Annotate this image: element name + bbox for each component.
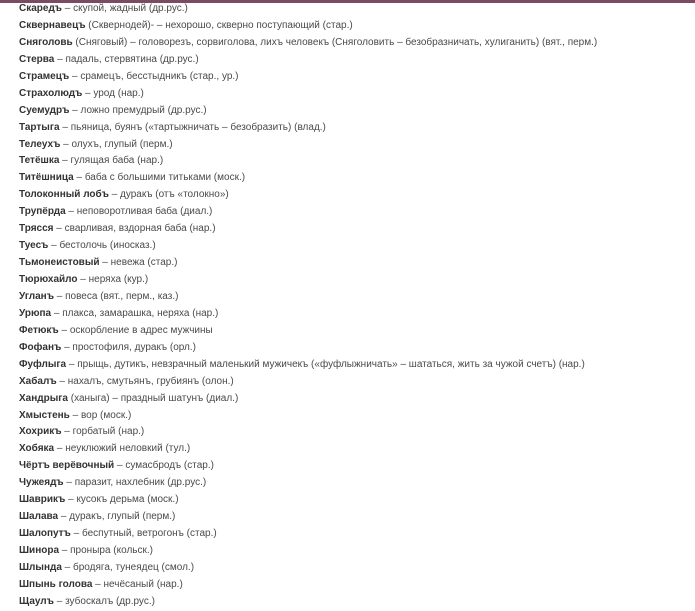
entry-term: Тьмонеистовый (19, 257, 100, 269)
entry-dash: – (114, 460, 126, 472)
glossary-entry (19, 306, 689, 323)
entry-definition: дуракъ (отъ «толокно») (119, 189, 229, 201)
entry-dash: – (70, 528, 82, 540)
glossary-entry (19, 492, 689, 509)
entry-term: Тетёшка (19, 155, 60, 167)
glossary-entry (19, 86, 689, 103)
entry-definition: бродяга, тунеядец (смол.) (73, 561, 195, 573)
entry-dash: – (69, 409, 81, 421)
entry-dash: – (59, 155, 71, 167)
entry-definition: повеса (вят., перм., каз.) (65, 290, 179, 302)
entry-term: Страхолюдъ (19, 87, 83, 99)
entry-dash: – (58, 324, 70, 336)
glossary-entry (19, 374, 689, 391)
entry-dash: – (63, 477, 75, 489)
entry-definition: сварливая, вздорная баба (нар.) (64, 223, 216, 235)
glossary-entry (19, 272, 689, 289)
glossary-entry (19, 340, 689, 357)
entry-dash: – (48, 240, 60, 252)
entry-dash: – (73, 172, 85, 184)
entry-definition: беспутный, ветрогонъ (стар.) (81, 528, 217, 540)
entry-term: Урюпа (19, 307, 52, 319)
entry-term: Трупёрда (19, 206, 66, 218)
glossary-entry (19, 323, 689, 340)
glossary-entry (19, 170, 689, 187)
entry-definition: проныра (кольск.) (70, 545, 153, 556)
entry-definition: падаль, стервятина (др.рус.) (65, 53, 199, 65)
glossary-entry (19, 153, 689, 170)
glossary-entry (19, 441, 689, 458)
glossary-entry (19, 204, 689, 221)
entry-term: Шалопутъ (19, 528, 71, 540)
entry-definition: головорезъ, сорвиголова, лихъ человекъ (Сняголовить – безобразничать, хулиганить) (вят., перм.) (138, 36, 598, 48)
glossary-entry (19, 543, 689, 560)
entry-definition: прыщь, дутикъ, невзрачный маленький мужичекъ («фуфлыжничать» – шататься, жить за чужой счетъ) (нар.) (77, 358, 585, 370)
glossary-entry (19, 52, 689, 69)
entry-term: Тюрюхайло (19, 274, 78, 285)
glossary-entry (19, 526, 689, 543)
glossary-entry (19, 458, 689, 475)
entry-dash: – (65, 206, 77, 218)
entry-term-variant: (Сняговый) (72, 36, 128, 48)
entry-dash: – (127, 36, 139, 48)
glossary-entry (19, 255, 689, 272)
entry-dash: – (59, 121, 71, 133)
glossary-entry (19, 238, 689, 255)
entry-term: Суемудръ (19, 104, 70, 116)
entry-dash: – (66, 358, 78, 370)
glossary-entry (19, 289, 689, 306)
entry-dash: – (61, 3, 74, 14)
glossary-entry (19, 577, 689, 594)
glossary-entry (19, 103, 689, 120)
entry-definition: паразит, нахлебник (др.рус.) (74, 477, 207, 489)
glossary-entry (19, 509, 689, 526)
glossary-entry (19, 424, 689, 441)
entry-term: Шинора (19, 545, 60, 556)
entry-definition: зубоскалъ (др.рус.) (65, 595, 155, 607)
glossary-entry (19, 35, 689, 52)
entry-term: Сквернавецъ (19, 19, 86, 31)
entry-term: Страмецъ (19, 70, 70, 82)
entry-dash: – (58, 511, 70, 523)
entry-dash: – (60, 138, 72, 150)
glossary-entry (19, 408, 689, 425)
entry-definition: нехорошо, скверно поступающий (стар.) (165, 19, 353, 31)
entry-term: Шпынь голова (19, 578, 93, 590)
entry-definition: дуракъ, глупый (перм.) (69, 511, 176, 523)
entry-dash: – (92, 578, 104, 590)
glossary-list (19, 1, 689, 611)
glossary-entry (19, 120, 689, 137)
entry-term: Щаулъ (19, 595, 54, 607)
entry-term: Шалава (19, 511, 59, 523)
glossary-entry (19, 137, 689, 154)
entry-dash: – (69, 70, 81, 82)
entry-term: Тартыга (19, 121, 60, 133)
entry-dash: – (77, 274, 89, 285)
entry-dash: – (69, 104, 81, 116)
entry-term: Толоконный лобъ (19, 189, 109, 201)
entry-dash: – (61, 341, 73, 353)
entry-definition: гулящая баба (нар.) (70, 155, 164, 167)
entry-definition: горбатый (нар.) (72, 426, 145, 438)
entry-dash: – (109, 392, 121, 404)
entry-definition: ложно премудрый (др.рус.) (80, 104, 207, 116)
entry-dash: – (54, 290, 66, 302)
entry-term: Чужеядъ (19, 477, 64, 489)
entry-term: Стерва (19, 53, 55, 65)
entry-definition: баба с большими титьками (моск.) (84, 172, 246, 184)
entry-term: Фетюкъ (19, 324, 59, 336)
glossary-entry (19, 221, 689, 238)
glossary-entry (19, 560, 689, 577)
entry-definition: срамецъ, бесстыдникъ (стар., ур.) (80, 70, 239, 82)
entry-dash: – (53, 223, 65, 235)
entry-definition: кусокъ дерьма (моск.) (76, 494, 179, 506)
entry-dash: – (59, 545, 71, 556)
entry-definition: пьяница, буянъ («тартыжничать – безобразить) (влад.) (70, 121, 326, 133)
entry-term: Фуфлыга (19, 358, 67, 370)
entry-term: Титёшница (19, 172, 74, 184)
entry-term-variant: (ханыга) (68, 392, 110, 404)
glossary-entry (19, 475, 689, 492)
entry-dash: – (54, 53, 66, 65)
glossary-entry (19, 69, 689, 86)
entry-dash: – (82, 87, 94, 99)
glossary-entry (19, 594, 689, 611)
entry-definition: вор (моск.) (80, 409, 132, 421)
entry-definition: оскорбление в адрес мужчины (69, 324, 213, 336)
entry-term: Хабалъ (19, 375, 57, 387)
entry-definition: олухъ, глупый (перм.) (71, 138, 173, 150)
entry-dash: – (51, 307, 63, 319)
entry-definition: нахалъ, смутьянъ, грубиянъ (олон.) (67, 375, 234, 387)
entry-term: Фофанъ (19, 341, 62, 353)
entry-term: Шаврикъ (19, 494, 66, 506)
entry-definition: урод (нар.) (93, 87, 144, 99)
entry-dash: – (54, 443, 66, 455)
entry-term: Угланъ (19, 290, 54, 302)
entry-dash: – (154, 19, 166, 31)
entry-definition: сумасбродъ (стар.) (125, 460, 214, 472)
entry-definition: бестолочь (иносказ.) (59, 240, 156, 252)
glossary-entry (19, 1, 689, 18)
entry-dash: – (56, 375, 68, 387)
entry-dash: – (53, 595, 66, 607)
entry-definition: скупой, жадный (др.рус.) (73, 3, 188, 14)
entry-dash: – (61, 426, 73, 438)
entry-term: Хохрикъ (19, 426, 62, 438)
entry-term: Хандрыга (19, 392, 68, 404)
glossary-entry (19, 187, 689, 204)
entry-definition: плакса, замарашка, неряха (нар.) (62, 307, 219, 319)
entry-definition: неповоротливая баба (диал.) (76, 206, 213, 218)
entry-term: Телеухъ (19, 138, 61, 150)
entry-dash: – (65, 494, 77, 506)
entry-definition: неуклюжий неловкий (тул.) (65, 443, 191, 455)
entry-term: Скаредъ (19, 3, 62, 14)
entry-dash: – (99, 257, 111, 269)
glossary-entry (19, 357, 689, 374)
entry-term: Хмыстень (19, 409, 70, 421)
entry-definition: праздный шатунъ (диал.) (120, 392, 239, 404)
entry-term: Шлында (19, 561, 62, 573)
entry-term: Трясся (19, 223, 54, 235)
entry-term: Хобяка (19, 443, 55, 455)
entry-dash: – (61, 561, 74, 573)
entry-term: Чёртъ верёвочный (19, 460, 115, 472)
entry-definition: неряха (кур.) (88, 274, 149, 285)
entry-definition: невежа (стар.) (110, 257, 178, 269)
glossary-entry (19, 18, 689, 35)
entry-term-variant: (Сквернодей)- (85, 19, 155, 31)
entry-dash: – (108, 189, 120, 201)
glossary-entry (19, 391, 689, 408)
entry-definition: нечёсаный (нар.) (103, 578, 183, 590)
entry-definition: простофиля, дуракъ (орл.) (72, 341, 196, 353)
entry-term: Туесъ (19, 240, 49, 252)
entry-term: Сняголовь (19, 36, 73, 48)
